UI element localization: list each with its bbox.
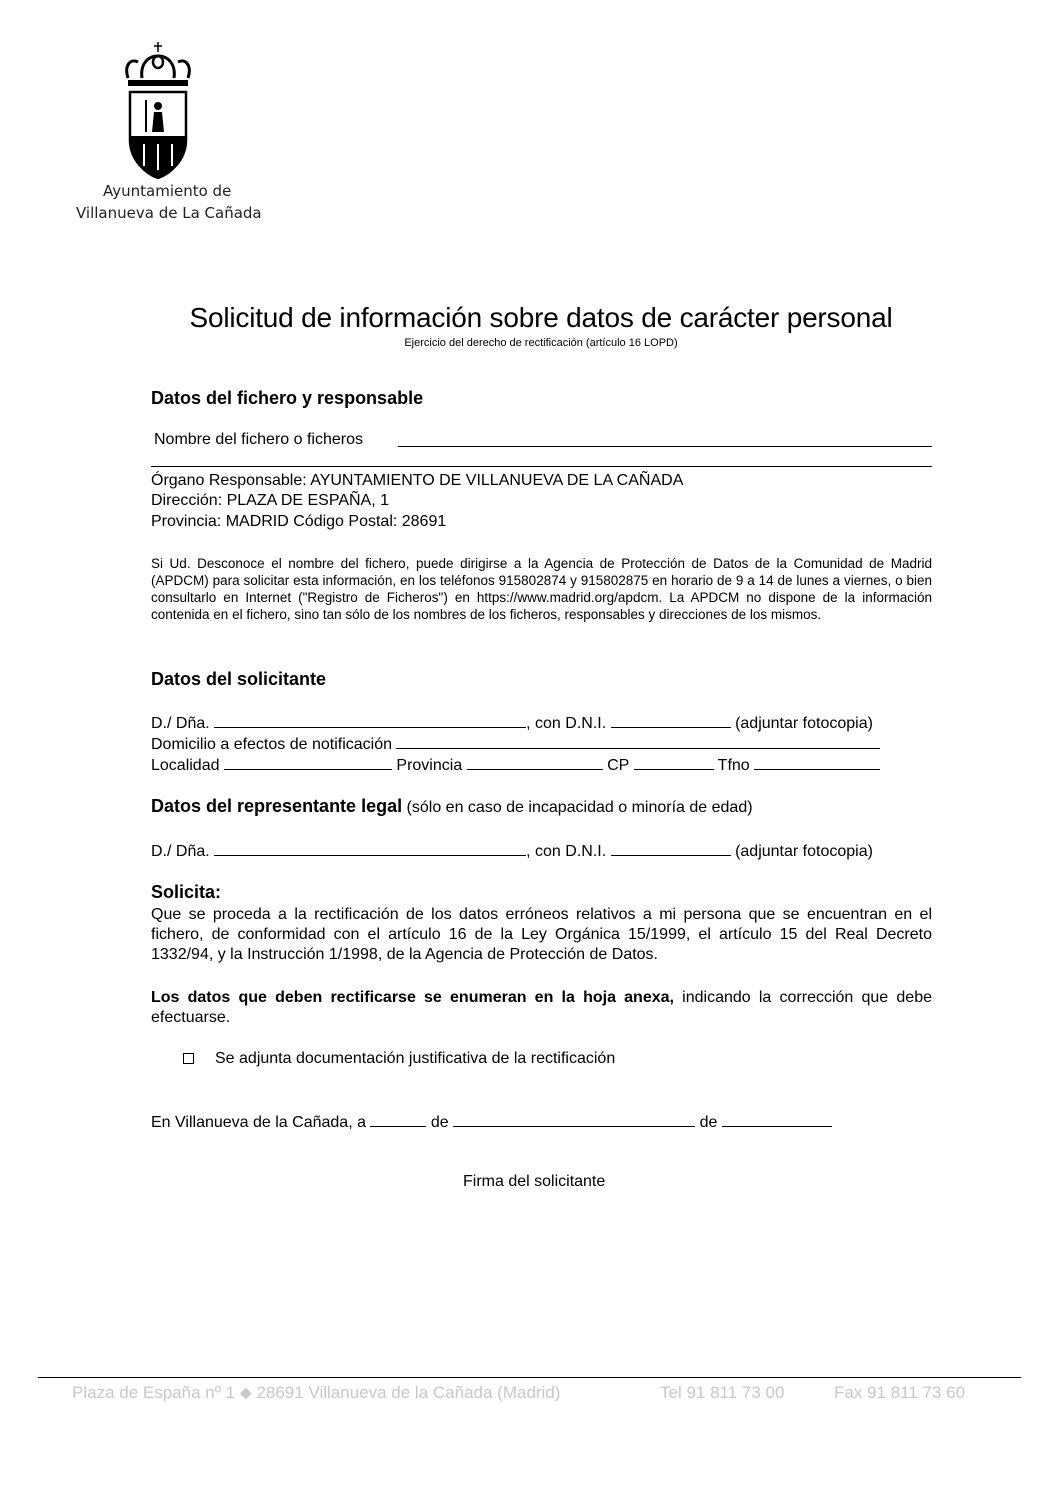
month-field[interactable]: [453, 1112, 695, 1127]
signature-label: Firma del solicitante: [463, 1173, 606, 1190]
footer-fax: Fax 91 811 73 60: [834, 1383, 966, 1402]
cp-field[interactable]: [634, 755, 714, 770]
annex-paragraph: [151, 988, 932, 1028]
provincia-cp: Provincia: MADRID Código Postal: 28691: [151, 513, 447, 530]
section-file-heading: Datos del fichero y responsable: [151, 388, 424, 408]
applicant-address-row: [151, 734, 880, 754]
section-request-heading: Solicita:: [151, 882, 222, 902]
organo-responsable: Órgano Responsable: AYUNTAMIENTO DE VILLANUEVA DE LA CAÑADA: [151, 472, 684, 489]
representative-name-field[interactable]: [214, 841, 526, 856]
localidad-label: Localidad: [151, 757, 220, 774]
document-subtitle: Ejercicio del derecho de rectificación (artículo 16 LOPD): [404, 337, 678, 349]
coat-of-arms-logo: [118, 40, 202, 180]
representative-dna-label: D./ Dña.: [151, 843, 210, 860]
provincia-field[interactable]: [467, 755, 603, 770]
representative-name-row: [151, 841, 873, 861]
applicant-photocopy-label: (adjuntar fotocopia): [735, 715, 873, 732]
footer-rule: [38, 1377, 1021, 1378]
annex-rest-text: indicando la corrección que debe efectuarse.: [151, 989, 932, 1026]
section-representative-heading-row: [151, 796, 753, 817]
year-field[interactable]: [722, 1112, 832, 1127]
applicant-name-field[interactable]: [214, 713, 526, 728]
cp-label: CP: [607, 757, 630, 774]
documentation-checkbox[interactable]: [183, 1053, 194, 1064]
annex-bold-text: Los datos que deben rectificarse se enumeran en la hoja anexa,: [151, 989, 674, 1006]
date-de2: de: [699, 1114, 718, 1131]
direccion: Dirección: PLAZA DE ESPAÑA, 1: [151, 492, 390, 509]
applicant-name-row: [151, 713, 873, 733]
date-de1: de: [430, 1114, 449, 1131]
domicilio-label: Domicilio a efectos de notificación: [151, 736, 393, 753]
info-paragraph: Si Ud. Desconoce el nombre del fichero, puede dirigirse a la Agencia de Protección de Datos de la Comunidad de Madrid (APDCM) para solicitar esta información, en los teléfonos 915802874 y 915802875 en horario de 9 a 14 de lunes a viernes, o bien consultarlo en Internet ("Registro de Ficheros") en https://www.madrid.org/apdcm. La APDCM no dispone de la información contenida en el fichero, sino tan sólo de los nombres de los ficheros, responsables y direcciones de los mismos.: [151, 556, 932, 622]
representative-dni-field[interactable]: [611, 841, 731, 856]
request-paragraph: Que se proceda a la rectificación de los datos erróneos relativos a mi persona que se encuentran en el fichero, de conformidad con el artículo 16 de la Ley Orgánica 15/1999, el artículo 15 del Real Decreto 1332/94, y la Instrucción 1/1998, de la Agencia de Protección de Datos.: [151, 906, 932, 963]
applicant-location-row: [151, 755, 880, 775]
checkbox-label: Se adjunta documentación justificativa de la rectificación: [215, 1050, 616, 1067]
date-prefix: En Villanueva de la Cañada, a: [151, 1114, 366, 1131]
file-name-field-line2[interactable]: [151, 466, 932, 467]
document-title: Solicitud de información sobre datos de carácter personal: [189, 302, 893, 333]
tlfno-label: Tfno: [717, 757, 750, 774]
representative-photocopy-label: (adjuntar fotocopia): [735, 843, 873, 860]
applicant-dni-label: , con D.N.I.: [526, 715, 607, 732]
tlfno-field[interactable]: [754, 755, 880, 770]
section-applicant-heading: Datos del solicitante: [151, 669, 327, 689]
organization-line1: Ayuntamiento de: [103, 182, 232, 200]
representative-dni-label: , con D.N.I.: [526, 843, 607, 860]
organization-line2: Villanueva de La Cañada: [76, 204, 262, 222]
section-representative-heading: Datos del representante legal: [151, 796, 403, 816]
applicant-dni-field[interactable]: [611, 713, 731, 728]
applicant-dna-label: D./ Dña.: [151, 715, 210, 732]
file-name-label: Nombre del fichero o ficheros: [154, 431, 363, 448]
domicilio-field[interactable]: [396, 734, 880, 749]
footer-address: Plaza de España nº 1 ⬥ 28691 Villanueva de la Cañada (Madrid): [72, 1383, 561, 1402]
date-row: [151, 1112, 832, 1132]
file-name-field[interactable]: [398, 446, 932, 447]
provincia-label: Provincia: [396, 757, 463, 774]
footer-tel: Tel 91 811 73 00: [660, 1383, 785, 1402]
day-field[interactable]: [370, 1112, 426, 1127]
representative-note: (sólo en caso de incapacidad o minoría de edad): [406, 799, 753, 816]
localidad-field[interactable]: [224, 755, 392, 770]
